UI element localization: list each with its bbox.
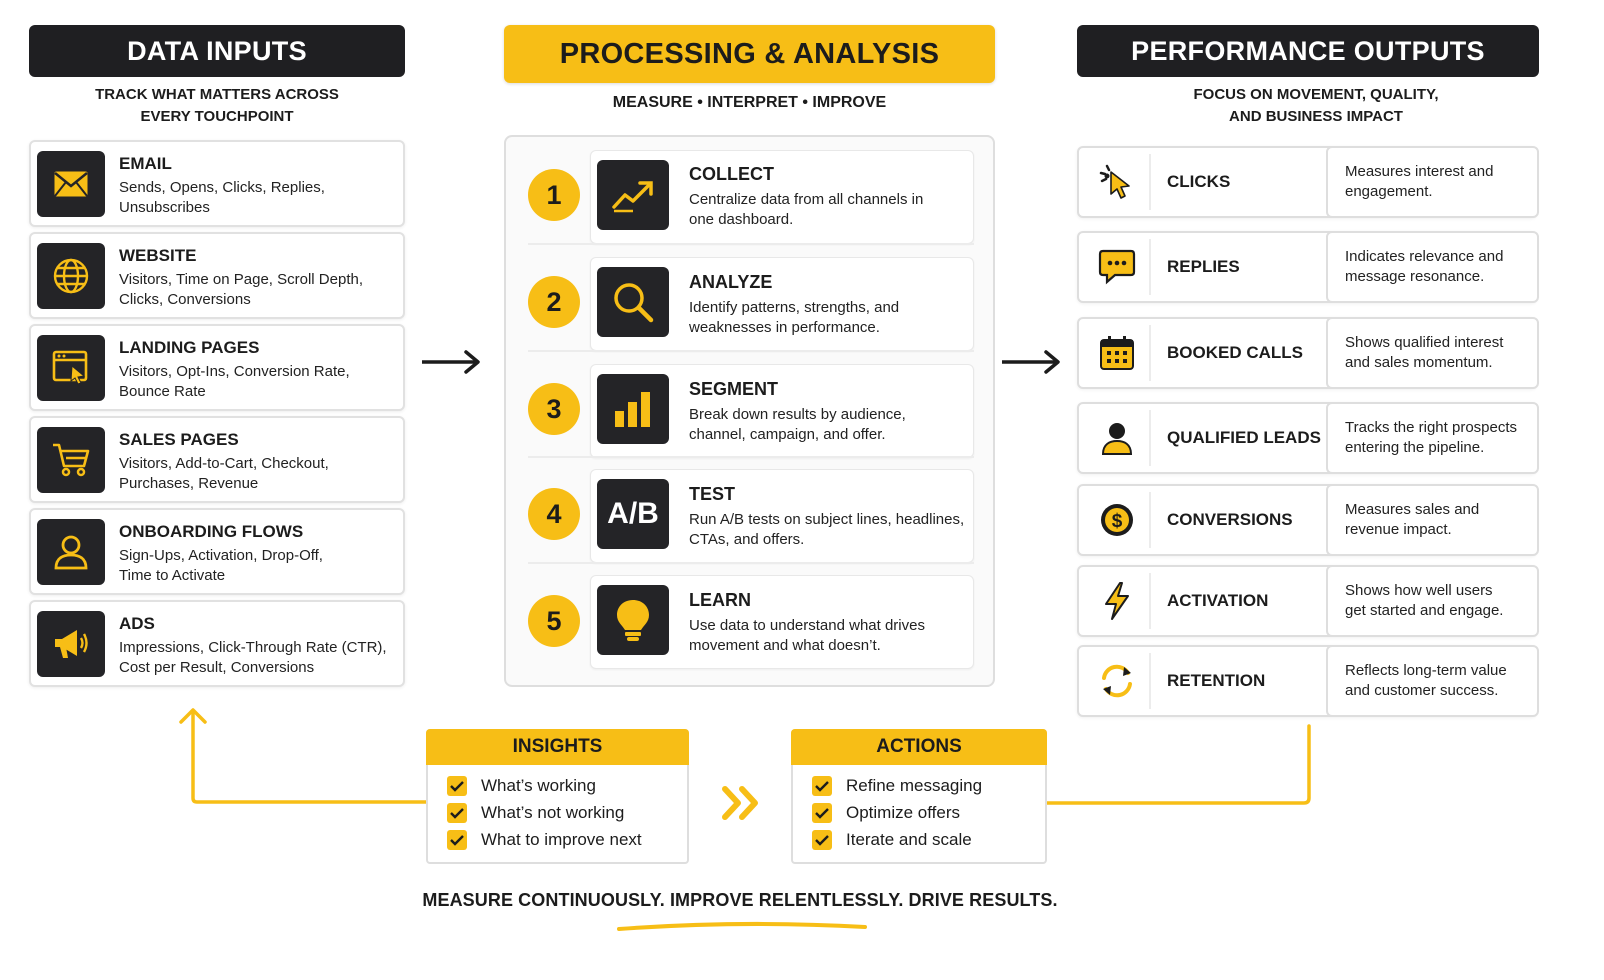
ab-test-label: A/B	[607, 497, 659, 530]
step-number: 2	[528, 276, 580, 328]
input-description: Visitors, Add-to-Cart, Checkout, Purchases, Revenue	[119, 455, 329, 492]
step-title: LEARN	[689, 590, 751, 610]
checkmark-icon	[447, 830, 467, 850]
step-title: COLLECT	[689, 164, 774, 184]
checkmark-icon	[812, 803, 832, 823]
output-description: Measures sales and revenue impact.	[1345, 501, 1480, 538]
output-title: QUALIFIED LEADS	[1167, 428, 1321, 447]
output-description: Measures interest and engagement.	[1345, 163, 1494, 200]
action-item: Refine messaging	[812, 776, 982, 796]
insight-item: What’s not working	[447, 803, 624, 823]
performance-outputs-subtitle: FOCUS ON MOVEMENT, QUALITY, AND BUSINESS IMPACT	[1193, 86, 1439, 125]
step-description: Use data to understand what drives movement and what doesn’t.	[689, 617, 925, 654]
footer-underline	[615, 918, 869, 934]
double-chevron-right-icon	[720, 784, 764, 822]
checkmark-icon	[812, 830, 832, 850]
step-number: 4	[528, 488, 580, 540]
insights-header: INSIGHTS	[426, 729, 689, 765]
actions-header: ACTIONS	[791, 729, 1047, 765]
input-title: EMAIL	[119, 154, 172, 173]
output-description: Tracks the right prospects entering the pipeline.	[1345, 419, 1518, 456]
output-title: CONVERSIONS	[1167, 510, 1293, 529]
checkmark-icon	[447, 776, 467, 796]
input-description: Sends, Opens, Clicks, Replies, Unsubscribes	[119, 179, 325, 216]
input-title: ADS	[119, 614, 155, 633]
step-title: ANALYZE	[689, 272, 773, 292]
performance-outputs-header: PERFORMANCE OUTPUTS	[1077, 25, 1539, 77]
output-description: Shows how well users get started and engage.	[1345, 582, 1504, 619]
input-title: SALES PAGES	[119, 430, 239, 449]
action-item: Optimize offers	[812, 803, 960, 823]
svg-text:$: $	[1111, 511, 1123, 532]
insight-item: What’s working	[447, 776, 596, 796]
output-title: BOOKED CALLS	[1167, 343, 1303, 362]
output-title: RETENTION	[1167, 671, 1266, 690]
insight-item: What to improve next	[447, 830, 642, 850]
input-description: Impressions, Click-Through Rate (CTR), Cost per Result, Conversions	[119, 639, 387, 676]
input-title: WEBSITE	[119, 246, 197, 265]
input-title: ONBOARDING FLOWS	[119, 522, 304, 541]
footer-tagline: MEASURE CONTINUOUSLY. IMPROVE RELENTLESSLY. DRIVE RESULTS.	[422, 890, 1058, 910]
step-title: TEST	[689, 484, 736, 504]
step-number: 5	[528, 595, 580, 647]
data-inputs-header: DATA INPUTS	[29, 25, 405, 77]
input-title: LANDING PAGES	[119, 338, 260, 357]
output-title: REPLIES	[1167, 257, 1240, 276]
step-description: Break down results by audience, channel, campaign, and offer.	[689, 406, 906, 443]
step-number: 1	[528, 169, 580, 221]
output-description: Shows qualified interest and sales momentum.	[1345, 334, 1504, 371]
checkmark-icon	[447, 803, 467, 823]
step-description: Run A/B tests on subject lines, headlines, CTAs, and offers.	[689, 511, 965, 548]
output-description: Indicates relevance and message resonance.	[1345, 248, 1504, 285]
step-description: Identify patterns, strengths, and weaknesses in performance.	[689, 299, 900, 336]
step-description: Centralize data from all channels in one dashboard.	[689, 191, 924, 228]
processing-header: PROCESSING & ANALYSIS	[504, 25, 995, 83]
checkmark-icon	[812, 776, 832, 796]
action-item: Iterate and scale	[812, 830, 972, 850]
processing-subtitle: MEASURE • INTERPRET • IMPROVE	[612, 94, 887, 111]
output-description: Reflects long-term value and customer success.	[1345, 662, 1507, 699]
data-inputs-subtitle: TRACK WHAT MATTERS ACROSS EVERY TOUCHPOINT	[95, 86, 339, 125]
output-title: CLICKS	[1167, 172, 1231, 191]
input-description: Visitors, Time on Page, Scroll Depth, Clicks, Conversions	[119, 271, 363, 308]
input-description: Visitors, Opt-Ins, Conversion Rate, Bounce Rate	[119, 363, 350, 400]
step-title: SEGMENT	[689, 379, 779, 399]
input-description: Sign-Ups, Activation, Drop-Off, Time to Activate	[119, 547, 323, 584]
step-number: 3	[528, 383, 580, 435]
output-title: ACTIVATION	[1167, 591, 1269, 610]
